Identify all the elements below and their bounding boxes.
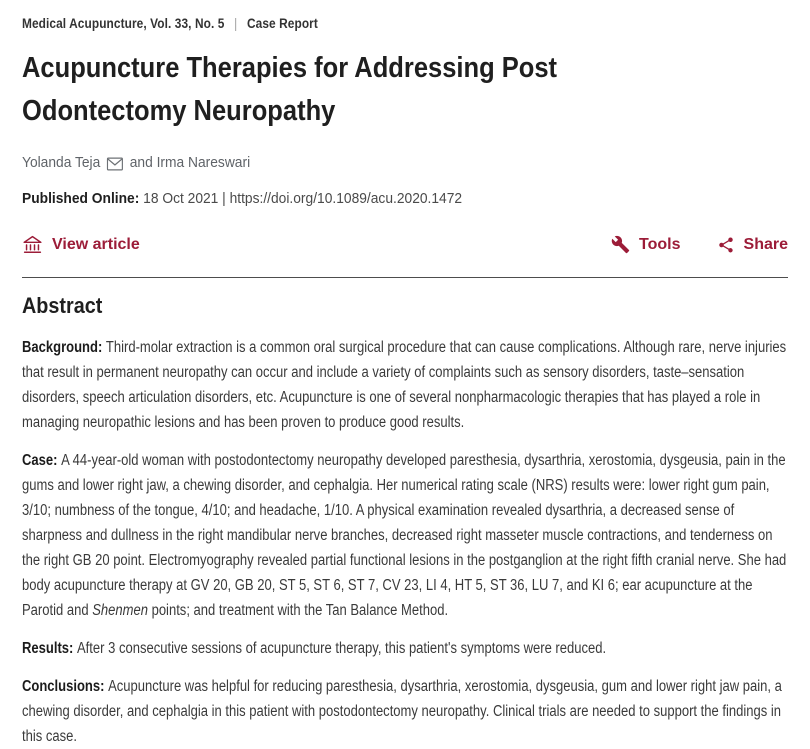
share-icon (717, 236, 735, 254)
breadcrumb-article-type[interactable]: Case Report (246, 16, 318, 31)
breadcrumb-separator: | (234, 16, 238, 31)
paragraph-text: After 3 consecutive sessions of acupuncture therapy, this patient's symptoms were reduced. (76, 640, 607, 657)
published-value[interactable]: 18 Oct 2021 | https://doi.org/10.1089/acu.2020.1472 (143, 190, 463, 207)
abstract-paragraph (22, 674, 788, 749)
envelope-icon[interactable] (107, 157, 124, 171)
breadcrumb (22, 16, 788, 31)
wrench-icon (611, 235, 630, 254)
author-line (22, 154, 727, 171)
paragraph-label: Results: (22, 640, 77, 657)
paragraph-text: points; and treatment with the Tan Balance Method. (147, 602, 449, 619)
share-label: Share (743, 235, 788, 253)
author-name[interactable]: Yolanda Teja (22, 154, 101, 171)
author-rest[interactable]: and Irma Nareswari (129, 154, 251, 171)
paragraph-text: A 44-year-old woman with postodontectomy neuropathy developed paresthesia, dysarthria, xerostomia, dysgeusia, pain in the gums and lower right jaw, a chewing disorder, and cephalgia. Her numerical rating scale (NRS) results were: lower right gum pain, 3/10; numbness of the tongue, 4/10; and headache, 1/10. A physical examination revealed dysarthria, a decreased sense of sharpness and dullness in the right mandibular nerve branches, decreased right masseter muscle contractions, and tenderness on the right GB 20 point. Electromyography revealed partial functional lesions in the postganglion at the right fifth cranial nerve. She had body acupuncture therapy at GV 20, GB 20, ST 5, ST 6, ST 7, CV 23, LI 4, HT 5, ST 36, LU 7, and KI 6; ear acupuncture at the Parotid and (22, 452, 787, 619)
divider (22, 277, 788, 278)
published-label: Published Online: (22, 190, 140, 207)
tools-label: Tools (639, 235, 681, 253)
paragraph-text: Shenmen (92, 602, 148, 619)
abstract-paragraph (22, 335, 788, 435)
breadcrumb-journal-link[interactable]: Medical Acupuncture, Vol. 33, No. 5 (22, 16, 225, 31)
paragraph-label: Case: (22, 452, 62, 469)
share-button[interactable] (717, 236, 788, 254)
paragraph-text: Acupuncture was helpful for reducing paresthesia, dysarthria, xerostomia, dysgeusia, gum and lower right jaw pain, a chewing disorder, and cephalgia in this patient with postodontectomy neuropathy. Clinical trials are needed to support the findings in this case. (22, 678, 782, 745)
paragraph-text: Third-molar extraction is a common oral surgical procedure that can cause complications. Although rare, nerve injuries that result in permanent neuropathy can occur and include a variety of complaints such as sensory disorders, taste–sensation disorders, speech articulation disorders, etc. Acupuncture is one of several nonpharmacologic therapies that has played a role in managing neuropathic lesions and has been proven to produce good results. (22, 339, 787, 431)
page-title: Acupuncture Therapies for Addressing Post Odontectomy Neuropathy (22, 52, 558, 127)
abstract-paragraph (22, 448, 788, 623)
abstract-heading: Abstract (22, 293, 103, 318)
tools-button[interactable] (611, 235, 680, 254)
institution-icon (22, 234, 43, 255)
published-line (22, 190, 727, 207)
paragraph-label: Conclusions: (22, 678, 109, 695)
paragraph-label: Background: (22, 339, 106, 356)
view-article-button[interactable] (22, 234, 140, 255)
action-bar-right (611, 235, 788, 254)
abstract-paragraph (22, 636, 788, 661)
view-article-label: View article (52, 235, 140, 253)
action-bar (22, 234, 788, 255)
abstract-paragraphs (22, 335, 788, 749)
